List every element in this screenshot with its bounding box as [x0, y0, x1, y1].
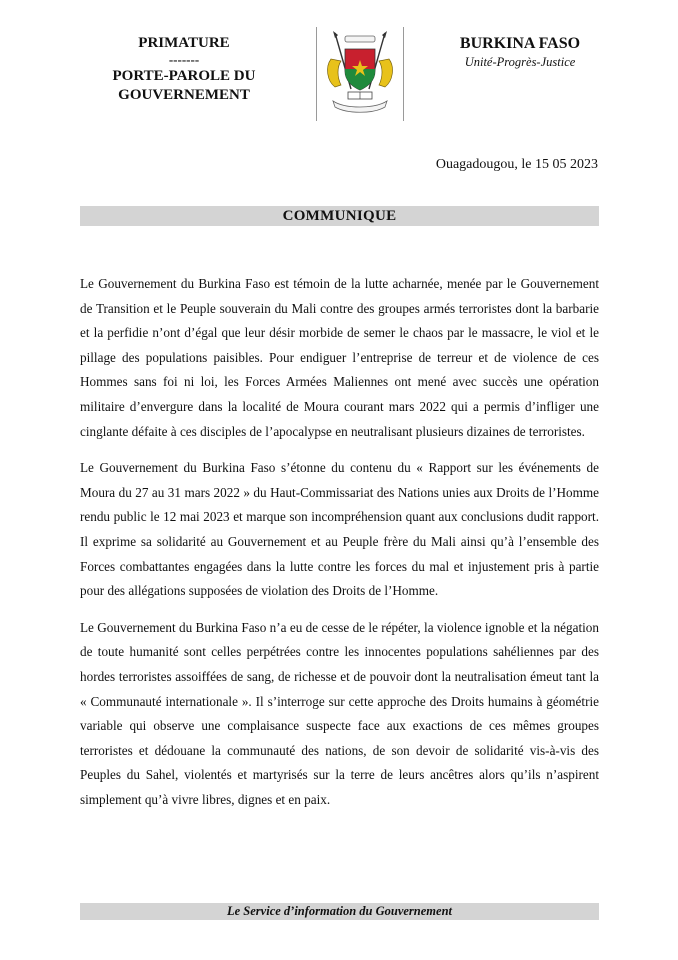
issuer-primature: PRIMATURE: [138, 35, 230, 51]
burkina-coat-of-arms-icon: [321, 29, 399, 119]
paragraph-3: Le Gouvernement du Burkina Faso n’a eu de cesse de le répéter, la violence ignoble et la négation de toute humanité sont celles perpétrées contre les innocentes populations sahéliennes par des hordes terroristes assoiffées de sang, de richesse et de pouvoir dont la neutralisation émeut tant la « Communauté internationale ». Il s’interroge sur cette approche des Droits humains à géométrie variable qui observe une complaisance suspecte face aux exactions de ces mêmes groupes terroristes et dédouane la communauté des nations, de son devoir de solidarité vis-à-vis des Peuples du Sahel, violentés et martyrisés sur la terre de leurs ancêtres alors qu’ils n’aspirent simplement qu’à vivre libres, dignes et en paix.: [80, 619, 599, 807]
document-title: COMMUNIQUE: [80, 206, 599, 226]
issuer-separator: -------: [168, 52, 200, 67]
coat-of-arms: [316, 27, 404, 121]
country-block: [440, 34, 600, 70]
paragraph-2: Le Gouvernement du Burkina Faso s’étonne du contenu du « Rapport sur les événements de Moura du 27 au 31 mars 2022 » du Haut-Commissariat des Nations unies aux Droits de l’Homme rendu public le 12 mai 2023 et marque son incompréhension quant aux conclusions dudit rapport. Il exprime sa solidarité au Gouvernement et au Peuple frère du Mali ainsi qu’à l’ensemble des Forces combattantes engagées dans la lutte contre les forces du mal et injustement pris à partie pour des allégations supposées de violation des Droits de l’Homme.: [80, 460, 599, 599]
issuer-office-line2: GOUVERNEMENT: [118, 87, 250, 103]
issuer-block: [96, 34, 272, 105]
national-motto: Unité-Progrès-Justice: [464, 55, 576, 69]
issuer-office-line1: PORTE-PAROLE DU: [112, 68, 256, 84]
document-date: Ouagadougou, le 15 05 2023: [435, 157, 598, 172]
signature-footer: Le Service d’information du Gouvernement: [80, 903, 599, 920]
communique-body: [80, 272, 599, 824]
paragraph-1: Le Gouvernement du Burkina Faso est témoin de la lutte acharnée, menée par le Gouvernement de Transition et le Peuple souverain du Mali contre des groupes armés terroristes dont la barbarie et la perfidie n’ont d’égal que leur désir morbide de semer le chaos par le massacre, le viol et le pillage des populations paisibles. Pour endiguer l’entreprise de terreur et de violence de ces Hommes sans foi ni loi, les Forces Armées Maliennes ont mené avec succès une opération militaire d’envergure dans la localité de Moura courant mars 2022 qui a permis d’infliger une cinglante défaite à ces disciples de l’apocalypse en neutralisant plusieurs dizaines de terroristes.: [80, 276, 599, 439]
country-name: BURKINA FASO: [459, 35, 581, 52]
